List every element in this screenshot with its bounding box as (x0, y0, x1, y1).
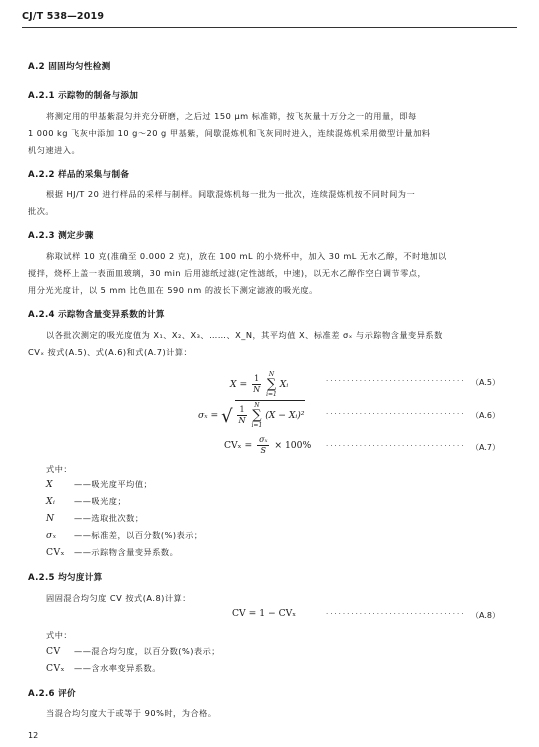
def-row (46, 660, 161, 677)
a24-line1: 以各批次测定的吸光度值为 X₁、X₂、X₃、……、X_N，其平均值 X、标准差 σₓ 与示踪物含量变异系数 (46, 330, 443, 340)
a22-line2: 批次。 (28, 206, 55, 216)
eq-a5-sum-bot: i=1 (266, 391, 277, 398)
eq-a5 (230, 371, 288, 398)
eq-a6-leader: ································· (326, 410, 466, 418)
eq-a8: CV = 1 − CVₓ (232, 608, 297, 619)
eq-a8-leader: ································· (326, 610, 466, 618)
eq-a7-leader: ································· (326, 442, 466, 450)
a26-title: A.2.6 评价 (28, 689, 76, 699)
eq-a6-frac-num: 1 (239, 405, 245, 414)
def-desc: ——标准差，以百分数(%)表示； (74, 530, 203, 540)
eq-a5-lhs: X = (230, 379, 248, 390)
eq-a5-frac-num: 1 (254, 374, 260, 383)
eq-a5-leader: ································· (326, 377, 466, 385)
eq-a5-term: Xᵢ (279, 379, 289, 390)
header-rule (22, 27, 517, 28)
def-desc: ——含水率变异系数。 (74, 663, 161, 673)
eq-a7 (224, 435, 311, 456)
def-symbol: X (46, 479, 54, 490)
def-desc: ——吸光度； (74, 496, 127, 506)
header-code: CJ/T 538—2019 (22, 11, 105, 22)
a24-line2: CVₓ 按式(A.5)、式(A.6)和式(A.7)计算： (28, 347, 193, 357)
def-symbol: CVₓ (46, 547, 66, 558)
a22-title: A.2.2 样品的采集与制备 (28, 170, 130, 180)
def-row (46, 493, 126, 510)
eq-a6-lhs: σₓ = (198, 410, 219, 421)
a24-title: A.2.4 示踪物含量变异系数的计算 (28, 310, 165, 320)
a24-where: 式中： (46, 464, 73, 474)
a26-line1: 当混合均匀度大于或等于 90%时，为合格。 (46, 708, 217, 718)
a23-line1: 称取试样 10 克(准确至 0.000 2 克)，放在 100 mL 的小烧杯中，加入 30 mL 无水乙醇，不时地加以 (46, 251, 447, 261)
eq-a6-frac-den: N (238, 416, 246, 425)
sigma-sum-icon: ∑ (266, 377, 277, 392)
def-row (46, 643, 220, 660)
eq-a6-term: (X − Xᵢ)² (265, 410, 305, 421)
def-desc: ——示踪物含量变异系数。 (74, 547, 179, 557)
a22-line1: 根据 HJ/T 20 进行样品的采样与制样。间歇混炼机每一批为一批次，连续混炼机按不同时间为一 (46, 189, 416, 199)
eq-a6 (198, 400, 305, 429)
a25-line1: 固固混合均匀度 CV 按式(A.8)计算： (46, 593, 191, 603)
def-row (46, 476, 152, 493)
eq-a7-num: σₓ (259, 435, 268, 444)
eq-a7-den: S (260, 446, 266, 455)
def-symbol: Xᵢ (46, 496, 56, 507)
def-symbol: CVₓ (46, 663, 66, 674)
def-desc: ——吸光度平均值； (74, 479, 153, 489)
eq-a7-tail: × 100% (274, 440, 312, 451)
eq-a5-sum-top: N (268, 371, 275, 378)
a25-title: A.2.5 均匀度计算 (28, 573, 103, 583)
a25-where: 式中： (46, 630, 73, 640)
def-symbol: N (46, 513, 55, 524)
a21-line1: 将测定用的甲基紫混匀并充分研磨，之后过 150 μm 标准筛，按飞灰量十万分之一的用量，即每 (46, 111, 417, 121)
sigma-sum-icon: ∑ (252, 408, 262, 423)
def-row (46, 527, 203, 544)
def-desc: ——选取批次数； (74, 513, 144, 523)
page-number: 12 (28, 731, 39, 740)
eq-a5-frac-den: N (253, 385, 261, 394)
def-symbol: σₓ (46, 530, 57, 541)
a21-line3: 机匀速进入。 (28, 145, 81, 155)
a21-title: A.2.1 示踪物的制备与添加 (28, 91, 139, 101)
sqrt-icon: √ (221, 406, 233, 427)
eq-a6-sum-top: N (254, 402, 260, 409)
def-row (46, 544, 178, 561)
eq-a6-sum-bot: i=1 (251, 422, 263, 429)
a23-line3: 用分光光度计，以 5 mm 比色皿在 590 nm 的波长下测定滤液的吸光度。 (28, 285, 318, 295)
def-desc: ——混合均匀度，以百分数(%)表示； (74, 646, 220, 656)
eq-a6-ref: （A.6） (471, 411, 500, 420)
a23-line2: 搅拌，烧杯上盖一表面皿玻璃，30 min 后用滤纸过滤(定性滤纸，中速)，以无水乙醇作空白调节零点， (28, 268, 427, 278)
eq-a8-ref: （A.8） (471, 611, 500, 620)
def-symbol: CV (46, 646, 61, 657)
a21-line2: 1 000 kg 飞灰中添加 10 g～20 g 甲基紫，间歇混炼机和飞灰同时进入，连续混炼机采用微型计量加料 (28, 128, 431, 138)
section-a2-title: A.2 固固均匀性检测 (28, 62, 111, 72)
eq-a7-ref: （A.7） (471, 443, 500, 452)
eq-a7-lhs: CVₓ = (224, 440, 253, 451)
def-row (46, 510, 144, 527)
eq-a5-ref: （A.5） (471, 378, 500, 387)
a23-title: A.2.3 测定步骤 (28, 231, 94, 241)
